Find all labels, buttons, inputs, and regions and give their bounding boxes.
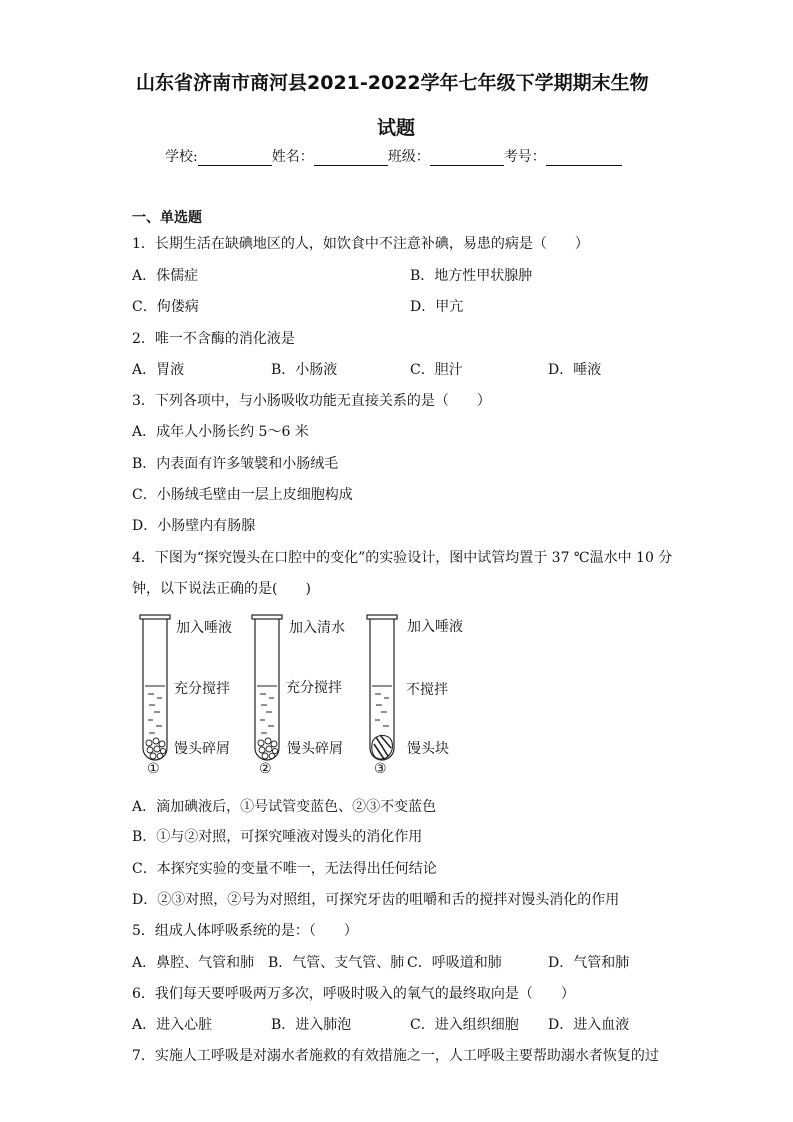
tube1-number: ① [147,761,160,777]
q6-option-d: D．进入血液 [548,1017,630,1033]
q2-option-b: B．小肠液 [271,362,338,378]
q5-option-d: D．气管和肺 [548,955,630,971]
class-blank[interactable] [430,151,504,166]
test-tube-1 [140,615,170,760]
q1-option-d: D．甲亢 [410,299,464,315]
tube1-bottom-label: 馒头碎屑 [174,741,230,757]
q2-stem: 2．唯一不含酶的消化液是 [132,331,295,347]
bread-crumbs-1 [146,738,166,759]
exam-no-label: 考号： [503,149,546,165]
tube3-number: ③ [374,761,387,777]
tube3-top-label: 加入唾液 [407,619,463,635]
q2-option-d: D．唾液 [548,362,602,378]
q1-option-b: B．地方性甲状腺肿 [410,268,533,284]
page-title-line1: 山东省济南市商河县2021-2022学年七年级下学期期末生物 [136,72,649,94]
q1-option-c: C．佝偻病 [132,299,199,315]
bread-crumbs-2 [258,738,278,759]
exam-no-blank[interactable] [546,151,622,166]
q2-option-c: C．胆汁 [410,362,463,378]
q6-option-a: A．进入心脏 [132,1017,213,1033]
tube3-bottom-label: 馒头块 [407,741,449,757]
tube2-mid-label: 充分搅拌 [286,680,342,696]
test-tube-2 [252,615,282,760]
q3-option-b: B．内表面有许多皱襞和小肠绒毛 [132,456,339,472]
q7-stem: 7．实施人工呼吸是对溺水者施救的有效措施之一，人工呼吸主要帮助溺水者恢复的过 [132,1048,659,1064]
q6-option-b: B．进入肺泡 [271,1017,352,1033]
info-line [165,146,622,166]
q2-option-a: A．胃液 [132,362,185,378]
q3-option-d: D．小肠壁内有肠腺 [132,518,256,534]
q4-option-a: A．滴加碘液后，①号试管变蓝色、②③不变蓝色 [132,799,437,815]
page-title-line2: 试题 [377,117,416,139]
school-blank[interactable] [198,151,272,166]
q4-stem-line2: 钟，以下说法正确的是( ) [132,581,311,597]
q3-option-c: C．小肠绒毛壁由一层上皮细胞构成 [132,487,353,503]
q5-option-b: B．气管、支气管、肺 [268,955,405,971]
q6-option-c: C．进入组织细胞 [410,1017,519,1033]
tube2-top-label: 加入清水 [289,620,345,636]
q4-stem-line1: 4．下图为“探究馒头在口腔中的变化”的实验设计，图中试管均置于 37 ℃温水中 10 分 [132,550,673,566]
q4-option-b: B．①与②对照，可探究唾液对馒头的消化作用 [132,829,423,845]
q1-stem: 1．长期生活在缺碘地区的人，如饮食中不注意补碘，易患的病是（ ） [132,236,589,252]
q5-option-a: A．鼻腔、气管和肺 [132,955,255,971]
section-heading: 一、单选题 [132,210,202,226]
q5-option-c: C．呼吸道和肺 [407,955,502,971]
name-blank[interactable] [314,151,388,166]
q6-stem: 6．我们每天要呼吸两万多次，呼吸时吸入的氧气的最终取向是（ ） [132,986,575,1002]
tube3-mid-label: 不搅拌 [406,682,448,698]
bread-block-3 [372,735,393,759]
q3-stem: 3．下列各项中，与小肠吸收功能无直接关系的是（ ） [132,393,491,409]
tube1-mid-label: 充分搅拌 [174,681,230,697]
q1-option-a: A．侏儒症 [132,268,199,284]
q5-stem: 5．组成人体呼吸系统的是：（ ） [132,923,358,939]
tube1-top-label: 加入唾液 [176,620,232,636]
q3-option-a: A．成年人小肠长约 5～6 米 [132,424,309,440]
name-label: 姓名： [271,149,314,165]
class-label: 班级： [387,149,430,165]
test-tube-3 [367,615,397,760]
tube2-bottom-label: 馒头碎屑 [287,741,343,757]
tube2-number: ② [259,761,272,777]
school-label: 学校: [165,149,198,165]
q4-option-d: D．②③对照，②号为对照组，可探究牙齿的咀嚼和舌的搅拌对馒头消化的作用 [132,892,620,908]
q4-option-c: C．本探究实验的变量不唯一，无法得出任何结论 [132,861,437,877]
